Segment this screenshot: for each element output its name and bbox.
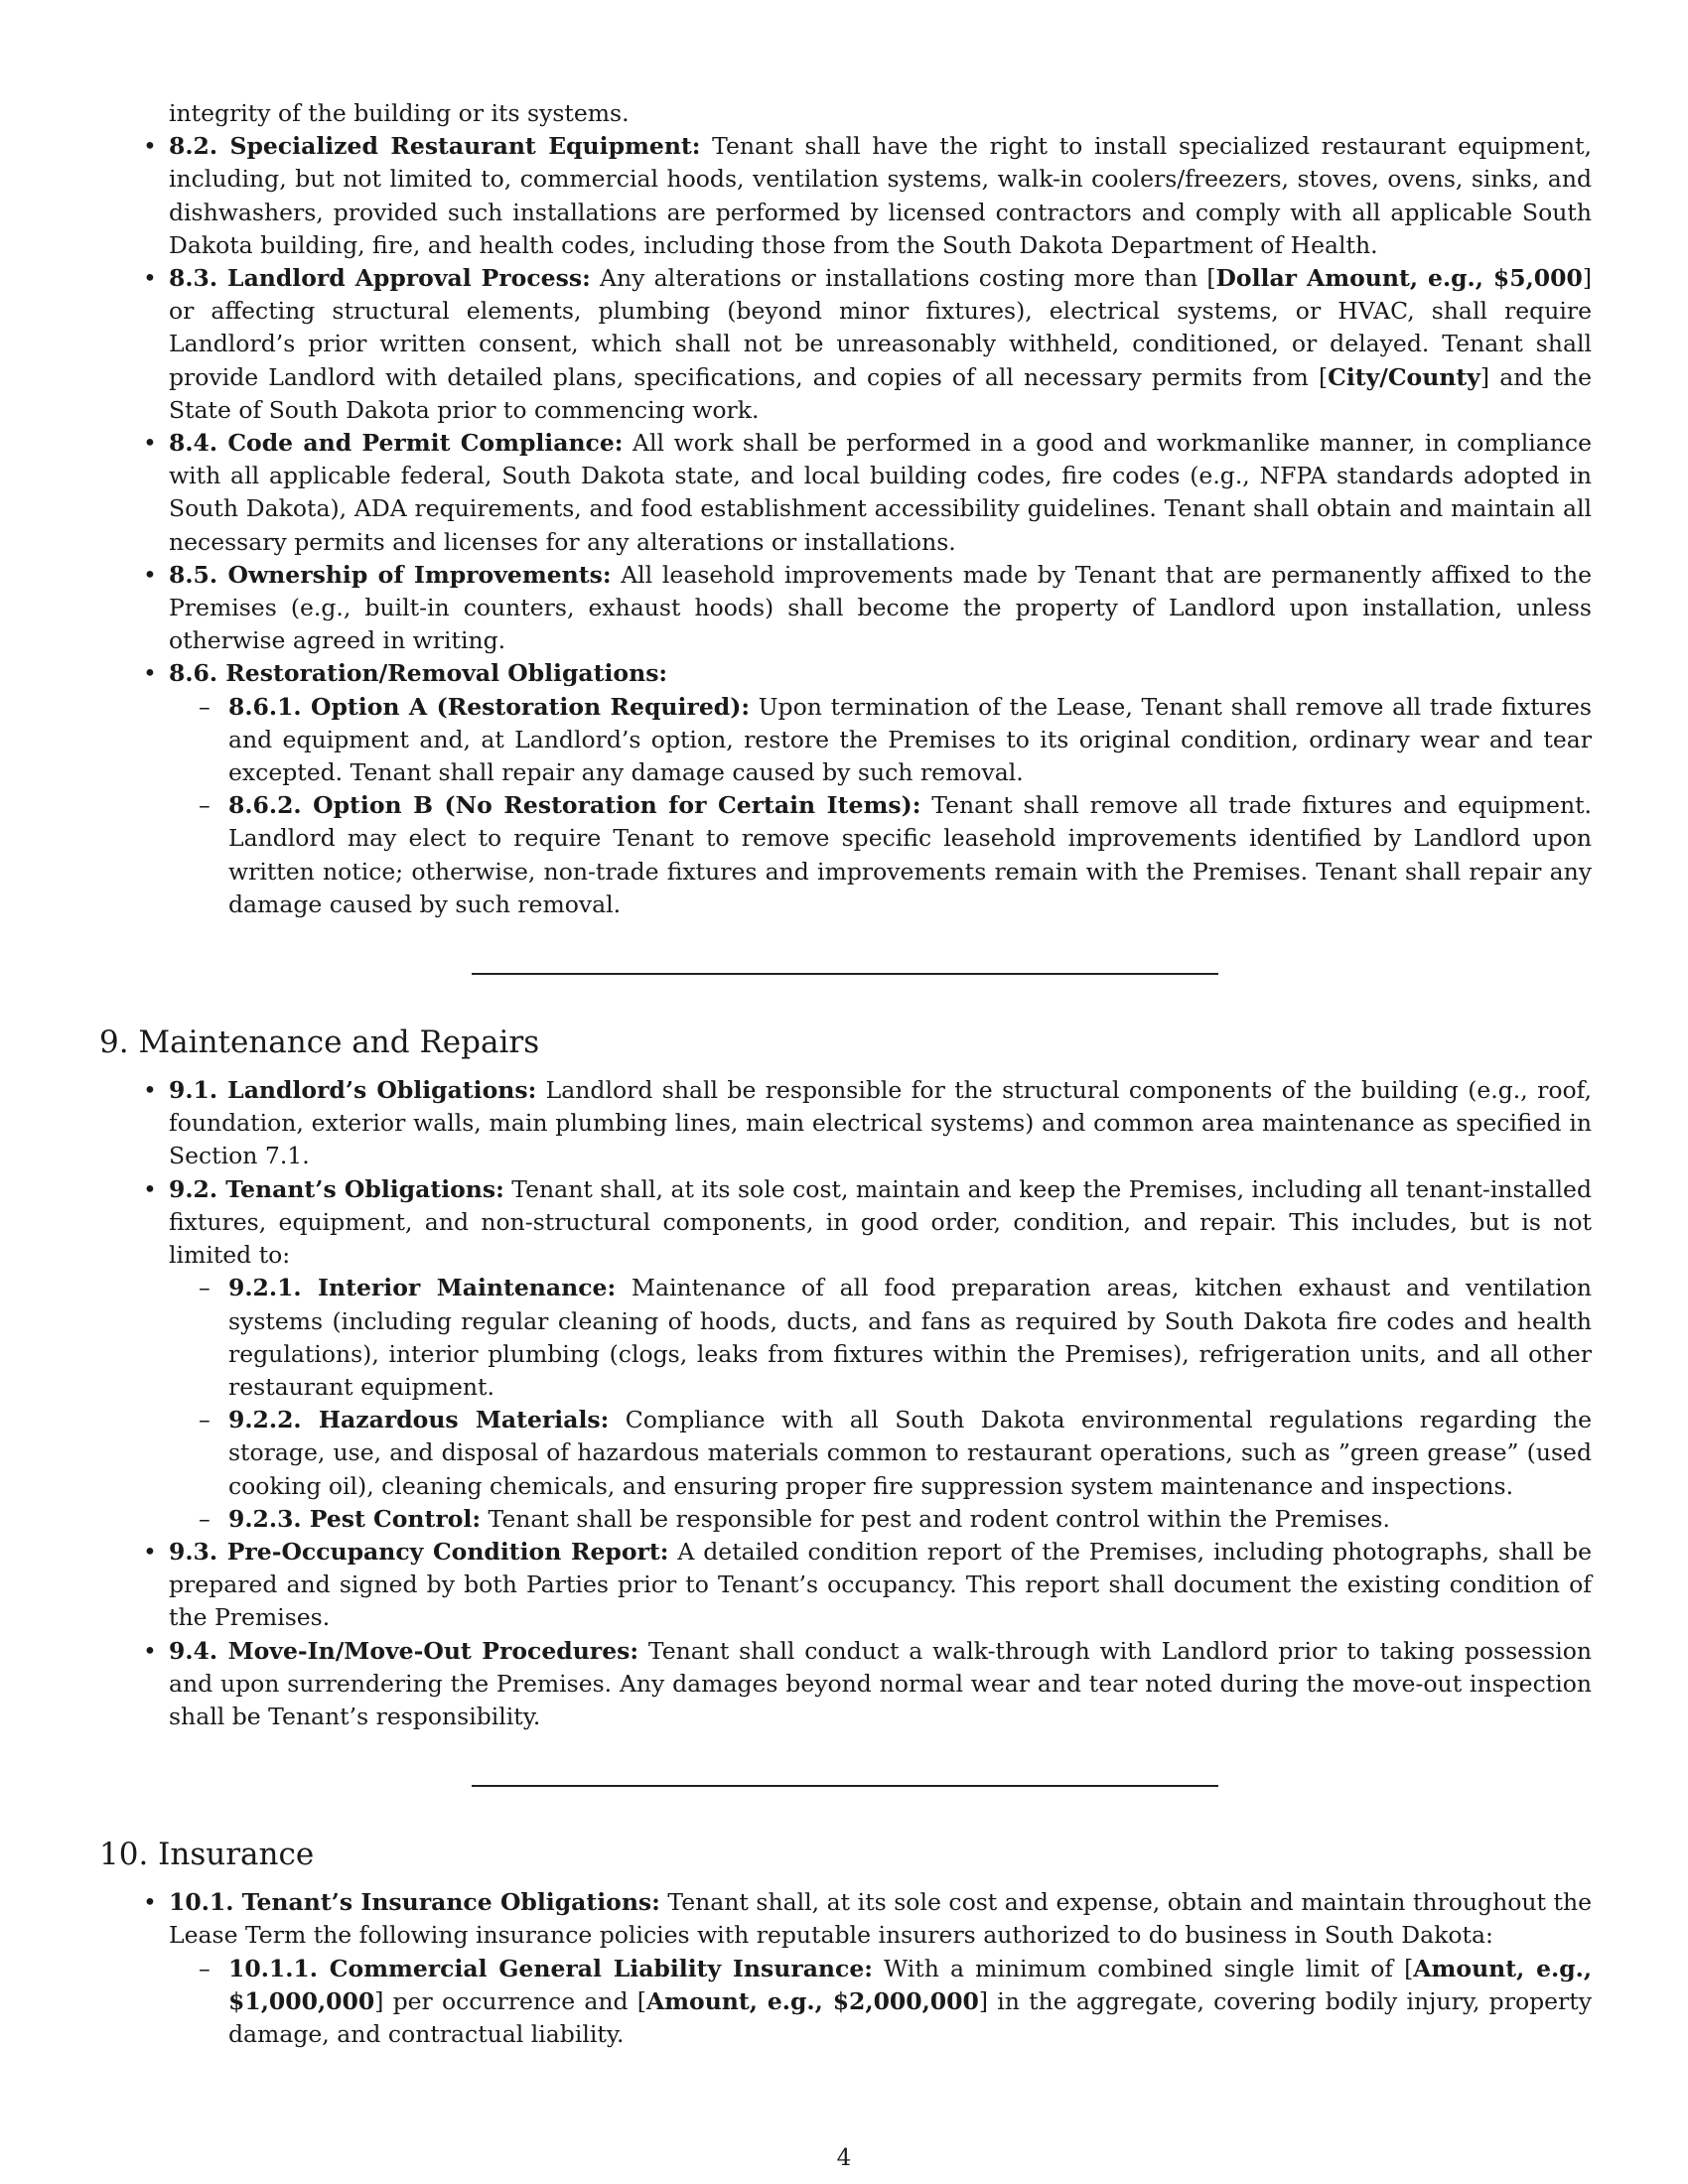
- section-10-heading: 10. Insurance: [99, 1837, 315, 1873]
- clause-text: Landlord shall be responsible for the structural components of the building (e.g., roof, foundation, exterior walls, main plumbing lines, main electrical systems) and common area maintenance as specified in Section 7.1.: [169, 1076, 1593, 1170]
- clause-label: 8.6.1. Option A (Restoration Required):: [228, 692, 750, 721]
- page-number: 4: [836, 2145, 852, 2171]
- document-page: [99, 97, 1593, 2051]
- clause-text: Upon termination of the Lease, Tenant shall remove all trade fixtures and equipment and, at Landlord’s option, restore the Premises to its original condition, ordinary wear and tear excepted. Tenant shall repair any damage caused by such removal.: [228, 692, 1592, 787]
- clause-9-4: [169, 1635, 1592, 1734]
- clause-label: 8.3. Landlord Approval Process:: [169, 264, 591, 293]
- clause-9-2-3: [228, 1503, 1592, 1536]
- placeholder-dollar-amount: Dollar Amount, e.g., $5,000: [1215, 264, 1583, 293]
- clause-9-1: [169, 1074, 1592, 1173]
- clause-9-3: [169, 1536, 1592, 1635]
- clause-text: Tenant shall conduct a walk-through with Landlord prior to taking possession and upon surrendering the Premises. Any damages beyond normal wear and tear noted during the move-out inspection shall be Tenant’s responsibility.: [169, 1636, 1592, 1730]
- clause-label: 8.5. Ownership of Improvements:: [169, 560, 612, 589]
- clause-9-2-2: [228, 1404, 1592, 1503]
- clause-label: 10.1. Tenant’s Insurance Obligations:: [169, 1888, 660, 1917]
- clause-text: Maintenance of all food preparation areas, kitchen exhaust and ventilation systems (including regular cleaning of hoods, ducts, and fans as required by South Dakota fire codes and health regulations), interior plumbing (clogs, leaks from fixtures within the Premises), refrigeration units, and all other restaurant equipment.: [228, 1274, 1592, 1401]
- clause-text: Tenant shall, at its sole cost, maintain and keep the Premises, including all tenant-installed fixtures, equipment, and non-structural components, in good order, condition, and repair. This includes, but is not limited to:: [169, 1174, 1592, 1270]
- clause-text: All leasehold improvements made by Tenant that are permanently affixed to the Premises (e.g., built-in counters, exhaust hoods) shall become the property of Landlord upon installation, unless otherwise agreed in writing.: [169, 560, 1592, 655]
- clause-label: 9.1. Landlord’s Obligations:: [169, 1076, 537, 1105]
- placeholder-aggregate-amount: Amount, e.g., $2,000,000: [645, 1986, 979, 2015]
- clause-8-6-sublist: [169, 691, 1592, 921]
- clause-9-2: [169, 1173, 1592, 1536]
- clause-label: 9.2.1. Interior Maintenance:: [228, 1274, 617, 1302]
- clause-8-6-1: [228, 691, 1592, 790]
- clause-label: 9.2. Tenant’s Obligations:: [169, 1174, 504, 1203]
- clause-9-2-1: [228, 1272, 1592, 1404]
- clause-text: Tenant shall remove all trade fixtures and equipment. Landlord may elect to require Tenant to remove specific leasehold improvements identified by Landlord upon written notice; otherwise, non-trade fixtures and improvements remain with the Premises. Tenant shall repair any damage caused by such removal.: [228, 791, 1593, 918]
- clause-8-6-2: [228, 789, 1592, 921]
- clause-10-1: [169, 1886, 1592, 2051]
- clause-8-4: [169, 427, 1592, 559]
- clause-text: Compliance with all South Dakota environmental regulations regarding the storage, use, and disposal of hazardous materials common to restaurant operations, such as ”green grease” (used cooking oil), cleaning chemicals, and ensuring proper fire suppression system maintenance and inspections.: [228, 1406, 1592, 1500]
- section-divider: [472, 973, 1218, 975]
- section-9-heading: 9. Maintenance and Repairs: [99, 1024, 540, 1061]
- section-8-list: [99, 130, 1593, 921]
- clause-label: 8.2. Specialized Restaurant Equipment:: [169, 132, 701, 161]
- section-divider: [472, 1785, 1218, 1787]
- section-9-list: [99, 1074, 1593, 1733]
- placeholder-occurrence-amount: Amount, e.g., $1,000,000: [228, 1954, 1592, 2015]
- section-10-list: [99, 1886, 1592, 2051]
- clause-8-3: • 8.3. Landlord Approval Process: Any alterations or installations costing more than [Dollar Amount, e.g., $5,000] or affecting structural elements, plumbing (beyond minor fixtures), electrical systems, or HVAC, shall require Landlord’s prior written consent, which shall not be unreasonably withheld, conditioned, or delayed. Tenant shall provide Landlord with detailed plans, specifications, and copies of all necessary permits from [City/County] and the State of South Dakota prior to commencing work.: [169, 262, 1592, 427]
- placeholder-city-county: City/County: [1328, 362, 1480, 391]
- continued-paragraph: integrity of the building or its systems.: [169, 99, 630, 127]
- clause-text: All work shall be performed in a good and workmanlike manner, in compliance with all applicable federal, South Dakota state, and local building codes, fire codes (e.g., NFPA standards adopted in South Dakota), ADA requirements, and food establishment accessibility guidelines. Tenant shall obtain and maintain all necessary permits and licenses for any alterations or installations.: [169, 429, 1592, 556]
- clause-text: Tenant shall have the right to install specialized restaurant equipment, including, but not limited to, commercial hoods, ventilation systems, walk-in coolers/freezers, stoves, ovens, sinks, and dishwashers, provided such installations are performed by licensed contractors and comply with all applicable South Dakota building, fire, and health codes, including those from the South Dakota Department of Health.: [169, 132, 1592, 259]
- clause-9-2-sublist: [169, 1272, 1592, 1536]
- clause-8-5: [169, 559, 1592, 658]
- clause-label: 9.2.2. Hazardous Materials:: [228, 1406, 610, 1434]
- clause-label: 9.3. Pre-Occupancy Condition Report:: [169, 1537, 669, 1566]
- clause-label: 9.2.3. Pest Control:: [228, 1504, 482, 1533]
- clause-label: 9.4. Move-In/Move-Out Procedures:: [169, 1636, 639, 1665]
- clause-10-1-1: – 10.1.1. Commercial General Liability Insurance: With a minimum combined single limit of [Amount, e.g., $1,000,000] per occurrence and [Amount, e.g., $2,000,000] in the aggregate, covering bodily injury, property damage, and contractual liability.: [228, 1953, 1592, 2052]
- clause-label: 8.4. Code and Permit Compliance:: [169, 429, 624, 458]
- clause-label: 8.6. Restoration/Removal Obligations:: [169, 659, 668, 688]
- clause-text: A detailed condition report of the Premises, including photographs, shall be prepared and signed by both Parties prior to Tenant’s occupancy. This report shall document the existing condition of the Premises.: [169, 1537, 1592, 1632]
- clause-10-1-sublist: [169, 1953, 1592, 2052]
- clause-text: Tenant shall, at its sole cost and expense, obtain and maintain throughout the Lease Term the following insurance policies with reputable insurers authorized to do business in South Dakota:: [169, 1888, 1592, 1950]
- clause-label: 8.6.2. Option B (No Restoration for Certain Items):: [228, 791, 921, 820]
- clause-8-2: [169, 130, 1592, 262]
- clause-text: Tenant shall be responsible for pest and rodent control within the Premises.: [481, 1504, 1390, 1533]
- clause-label: 10.1.1. Commercial General Liability Insurance:: [228, 1954, 873, 1982]
- clause-8-6: [169, 657, 1592, 921]
